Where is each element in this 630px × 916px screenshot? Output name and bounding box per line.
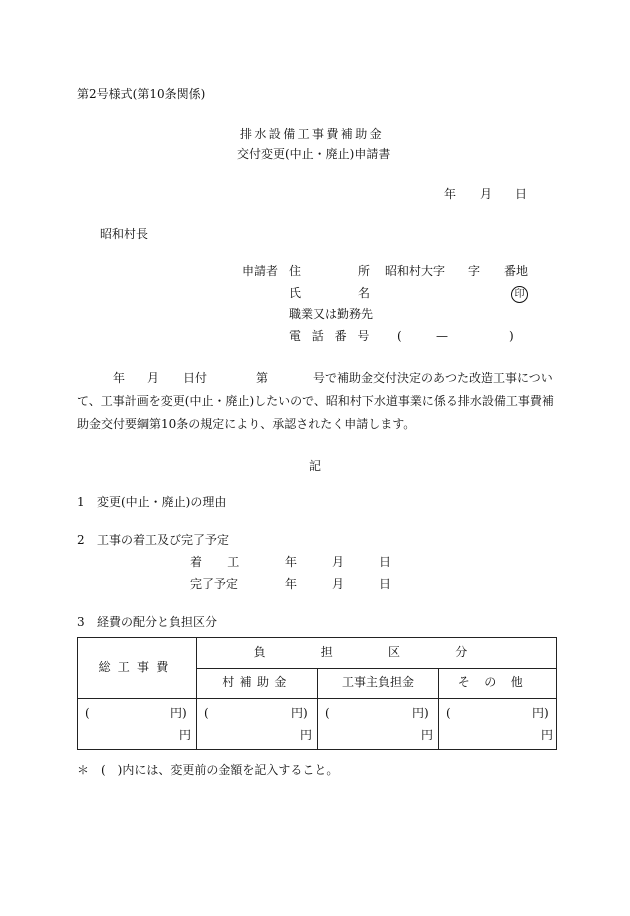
date-day: 日 (515, 187, 528, 201)
cell-other-paren-yen: 円) (532, 706, 549, 720)
date-month: 月 (480, 187, 493, 201)
title-line1: 排水設備工事費補助金 (240, 127, 385, 141)
header-total-cost: 総工事費 (98, 660, 176, 674)
cell-owner-paren-yen: 円) (412, 706, 429, 720)
seal-mark: 印 (511, 286, 528, 303)
cell-total-paren-yen: 円) (170, 706, 187, 720)
section2-number: 2 (77, 533, 85, 547)
applicant-label: 申請者 (242, 264, 279, 278)
address-banchi: 番地 (504, 264, 529, 278)
cell-village-yen: 円 (300, 728, 313, 742)
section1-text: 変更(中止・廃止)の理由 (97, 495, 227, 509)
end-day: 日 (379, 577, 392, 591)
table-hline-1 (196, 668, 556, 669)
section3-text: 経費の配分と負担区分 (97, 615, 218, 629)
title-line2: 交付変更(中止・廃止)申請書 (237, 147, 391, 161)
occupation-label: 職業又は勤務先 (289, 307, 374, 321)
ki-heading: 記 (309, 459, 322, 473)
section1-number: 1 (77, 495, 85, 509)
table-vline-1 (196, 638, 197, 749)
name-label-a: 氏 (289, 286, 302, 300)
start-label: 着工 (190, 555, 265, 569)
cell-village-paren-yen: 円) (291, 706, 308, 720)
cell-owner-yen: 円 (421, 728, 434, 742)
form-number: 第2号様式(第10条関係) (77, 87, 206, 101)
end-label: 完了予定 (190, 577, 239, 591)
cell-other-yen: 円 (541, 728, 554, 742)
phone-dash: — (436, 329, 448, 343)
body-line2: て、工事計画を変更(中止・廃止)したいので、昭和村下水道事業に係る排水設備工事費補 (77, 394, 554, 408)
cell-other-paren-open: ( (446, 706, 451, 720)
body-line3: 助金交付要綱第10条の規定により、承認されたく申請します。 (77, 417, 416, 431)
address-label-b: 所 (358, 264, 371, 278)
start-day: 日 (379, 555, 392, 569)
header-village-subsidy: 村補助金 (222, 675, 292, 689)
address-aza: 字 (468, 264, 481, 278)
section2-text: 工事の着工及び完了予定 (97, 533, 230, 547)
phone-open: ( (397, 329, 402, 343)
body-day: 日付 (183, 371, 208, 385)
phone-close: ) (509, 329, 514, 343)
body-no: 第 (256, 371, 269, 385)
start-month: 月 (332, 555, 345, 569)
cell-total-yen: 円 (179, 728, 192, 742)
cell-owner-paren-open: ( (325, 706, 330, 720)
address-label-a: 住 (289, 264, 302, 278)
body-month: 月 (147, 371, 160, 385)
header-burden: 負担区分 (253, 645, 523, 659)
address-value: 昭和村大字 (385, 264, 446, 278)
date-year: 年 (444, 187, 457, 201)
end-year: 年 (285, 577, 298, 591)
section3-number: 3 (77, 615, 85, 629)
footnote: ＊ ( )内には、変更前の金額を記入すること。 (77, 763, 339, 777)
cell-total-paren-open: ( (85, 706, 90, 720)
name-label-b: 名 (358, 286, 371, 300)
header-owner-burden: 工事主負担金 (341, 675, 414, 689)
phone-label: 電話番号 (289, 329, 381, 343)
table-hline-2 (78, 698, 556, 699)
start-year: 年 (285, 555, 298, 569)
cost-table (77, 637, 557, 750)
body-year: 年 (113, 371, 126, 385)
cell-village-paren-open: ( (204, 706, 209, 720)
end-month: 月 (332, 577, 345, 591)
header-other: その他 (457, 675, 538, 689)
addressee: 昭和村長 (100, 227, 149, 241)
body-line1-rest: 号で補助金交付決定のあつた改造工事につい (313, 371, 553, 385)
